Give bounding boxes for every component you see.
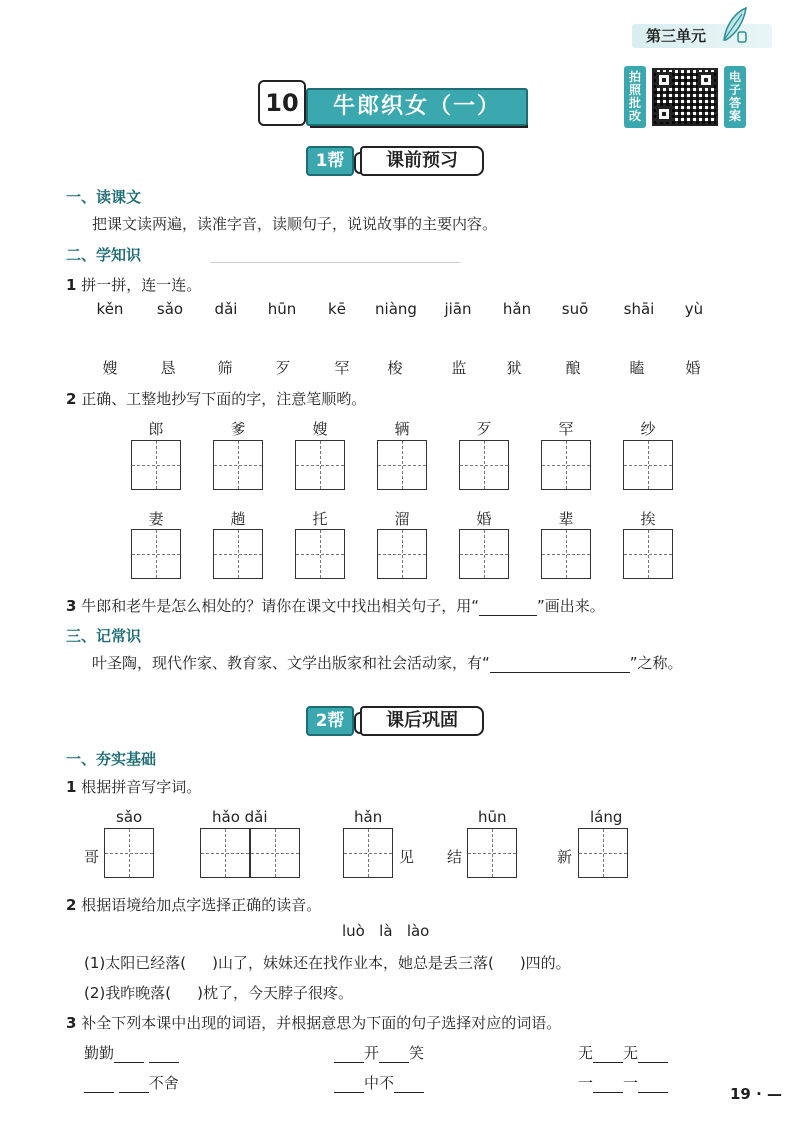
reading-options: luò là lào [342, 922, 430, 940]
answer-blank[interactable] [638, 1048, 668, 1063]
pinyin-item[interactable]: yù [684, 300, 704, 318]
qr-finder-icon [698, 72, 714, 88]
answer-blank[interactable] [479, 601, 537, 616]
word-suffix: 见 [399, 848, 415, 866]
sentence-part: (1)太阳已经落( [84, 954, 187, 972]
question-number: 2 [66, 896, 77, 914]
idiom-part: 笑 [409, 1044, 425, 1062]
pinyin-item[interactable]: hǎn [502, 300, 532, 318]
pinyin-item[interactable]: suō [561, 300, 589, 318]
hanzi-item[interactable]: 婚 [685, 359, 701, 377]
copy-char: 婚 [476, 510, 492, 528]
pinyin-item[interactable]: shāi [623, 300, 655, 318]
qr-code-icon[interactable] [652, 68, 718, 126]
pinyin-item[interactable]: jiān [444, 300, 472, 318]
answer-blank[interactable] [149, 1048, 179, 1063]
copy-char: 罕 [558, 420, 574, 438]
question-text: 牛郎和老牛是怎么相处的？请你在课文中找出相关句子，用“ [81, 597, 479, 615]
hanzi-item[interactable]: 筛 [217, 359, 233, 377]
writing-grid[interactable] [377, 440, 427, 490]
copy-char: 溜 [394, 510, 410, 528]
idiom-6 [578, 1072, 668, 1093]
writing-grid[interactable] [623, 440, 673, 490]
idiom-part: 勤勤 [84, 1044, 115, 1062]
question-number: 1 [66, 778, 77, 796]
part-heading-learn: 二、学知识 [66, 246, 142, 264]
question-1 [66, 776, 201, 797]
divider [210, 262, 460, 263]
sentence-part: )枕了，今天脖子很疼。 [197, 984, 353, 1002]
writing-grid[interactable] [213, 440, 263, 490]
pinyin-item[interactable]: niàng [375, 300, 417, 318]
idiom-4 [84, 1072, 179, 1093]
writing-grid[interactable] [377, 529, 427, 579]
copy-char: 辆 [394, 420, 410, 438]
idiom-1 [84, 1042, 179, 1063]
answer-blank[interactable] [334, 1048, 364, 1063]
lesson-title: 牛郎织女（一） [306, 88, 528, 126]
question-number: 3 [66, 597, 77, 615]
part-heading-basics: 一、夯实基础 [66, 750, 157, 768]
copy-char: 趟 [230, 510, 246, 528]
writing-grid[interactable] [343, 828, 393, 878]
writing-grid[interactable] [459, 529, 509, 579]
sentence-1 [84, 952, 571, 973]
section-badge-preview [306, 146, 486, 176]
writing-grid[interactable] [541, 440, 591, 490]
writing-grid[interactable] [250, 828, 300, 878]
word-pinyin: sǎo [116, 808, 143, 826]
writing-grid[interactable] [459, 440, 509, 490]
question-number: 2 [66, 390, 77, 408]
writing-grid[interactable] [295, 440, 345, 490]
answer-blank[interactable] [334, 1078, 364, 1093]
idiom-part: 无 [623, 1044, 639, 1062]
hanzi-item[interactable]: 酿 [565, 359, 581, 377]
writing-grid[interactable] [623, 529, 673, 579]
part-heading-read: 一、读课文 [66, 188, 142, 206]
answer-blank[interactable] [638, 1078, 668, 1093]
pinyin-item[interactable]: sǎo [156, 300, 184, 318]
qr-panel[interactable] [624, 66, 772, 128]
copy-char: 爹 [230, 420, 246, 438]
hanzi-item[interactable]: 恳 [160, 359, 176, 377]
part-heading-knowledge: 三、记常识 [66, 627, 142, 645]
word-prefix: 新 [557, 848, 573, 866]
idiom-part: 一 [623, 1074, 639, 1092]
writing-grid[interactable] [131, 440, 181, 490]
pinyin-item[interactable]: hūn [267, 300, 297, 318]
question-1 [66, 274, 201, 295]
qr-finder-icon [656, 106, 672, 122]
question-2 [66, 894, 321, 915]
word-pinyin: hǎo dǎi [212, 808, 268, 826]
writing-grid[interactable] [131, 529, 181, 579]
copy-char: 纱 [640, 420, 656, 438]
pinyin-item[interactable]: kē [328, 300, 346, 318]
copy-char: 郎 [148, 420, 164, 438]
answer-blank[interactable] [593, 1078, 623, 1093]
hanzi-item[interactable]: 监 [451, 359, 467, 377]
knowledge-text-b: ”之称。 [629, 654, 683, 672]
hanzi-item[interactable]: 梭 [387, 359, 403, 377]
question-text: 拼一拼，连一连。 [81, 276, 202, 294]
word-pinyin: hǎn [354, 808, 383, 826]
idiom-part: 无 [578, 1044, 594, 1062]
idiom-part: 不舍 [148, 1074, 179, 1092]
question-text: 根据拼音写字词。 [81, 778, 202, 796]
answer-blank[interactable] [379, 1048, 409, 1063]
question-number: 1 [66, 276, 77, 294]
page-number: 19 · — [729, 1085, 782, 1103]
answer-blank[interactable] [593, 1048, 623, 1063]
answer-blank[interactable] [114, 1048, 144, 1063]
badge-label: 课前预习 [360, 146, 484, 176]
knowledge-text-a: 叶圣陶，现代作家、教育家、文学出版家和社会活动家，有“ [92, 654, 490, 672]
copy-char: 歹 [476, 420, 492, 438]
sentence-part: (2)我昨晚落( [84, 984, 172, 1002]
word-prefix: 结 [447, 848, 463, 866]
writing-grid[interactable] [213, 529, 263, 579]
copy-char: 挨 [640, 510, 656, 528]
hanzi-item[interactable]: 嫂 [102, 359, 118, 377]
copy-char: 辈 [558, 510, 574, 528]
question-text-end: ”画出来。 [537, 597, 605, 615]
read-instruction: 把课文读两遍，读准字音，读顺句子，说说故事的主要内容。 [92, 215, 498, 233]
idiom-part: 开 [364, 1044, 380, 1062]
knowledge-text [92, 652, 683, 673]
idiom-3 [578, 1042, 668, 1063]
qr-finder-icon [656, 72, 672, 88]
sentence-part: )四的。 [519, 954, 571, 972]
hanzi-item[interactable]: 歹 [275, 359, 291, 377]
question-text: 补全下列本课中出现的词语，并根据意思为下面的句子选择对应的词语。 [81, 1014, 562, 1032]
word-pinyin: láng [590, 808, 623, 826]
question-2 [66, 388, 366, 409]
unit-tab: 第三单元 [632, 24, 772, 48]
badge-number: 2帮 [306, 706, 354, 736]
section-badge-review [306, 706, 486, 736]
pinyin-item[interactable]: kěn [96, 300, 124, 318]
badge-number: 1帮 [306, 146, 354, 176]
qr-left-label: 拍照批改 [624, 66, 646, 128]
writing-grid[interactable] [578, 828, 628, 878]
pinyin-item[interactable]: dǎi [214, 300, 238, 318]
answer-blank[interactable] [394, 1078, 424, 1093]
writing-grid[interactable] [541, 529, 591, 579]
answer-blank[interactable] [84, 1078, 114, 1093]
qr-right-label: 电子答案 [724, 66, 746, 128]
question-number: 3 [66, 1014, 77, 1032]
hanzi-item[interactable]: 瞌 [629, 359, 645, 377]
copy-char: 嫂 [312, 420, 328, 438]
answer-blank[interactable] [119, 1078, 149, 1093]
writing-grid[interactable] [200, 828, 250, 878]
idiom-2 [334, 1042, 424, 1063]
writing-grid[interactable] [467, 828, 517, 878]
hanzi-item[interactable]: 狱 [506, 359, 522, 377]
copy-char: 托 [312, 510, 328, 528]
lesson-number: 10 [258, 80, 306, 126]
copy-char: 妻 [148, 510, 164, 528]
answer-blank[interactable] [490, 658, 630, 673]
writing-grid[interactable] [295, 529, 345, 579]
question-text: 根据语境给加点字选择正确的读音。 [81, 896, 322, 914]
sentence-2 [84, 982, 353, 1003]
writing-grid[interactable] [104, 828, 154, 878]
badge-label: 课后巩固 [360, 706, 484, 736]
question-3 [66, 1012, 561, 1033]
idiom-5 [334, 1072, 424, 1093]
question-text: 正确、工整地抄写下面的字，注意笔顺哟。 [81, 390, 367, 408]
sentence-part: )山了，妹妹还在找作业本，她总是丢三落( [212, 954, 494, 972]
idiom-part: 一 [578, 1074, 594, 1092]
idiom-part: 中不 [364, 1074, 395, 1092]
feather-icon [716, 6, 750, 46]
hanzi-item[interactable]: 罕 [334, 359, 350, 377]
word-prefix: 哥 [84, 848, 100, 866]
question-3 [66, 595, 605, 616]
word-pinyin: hūn [478, 808, 507, 826]
